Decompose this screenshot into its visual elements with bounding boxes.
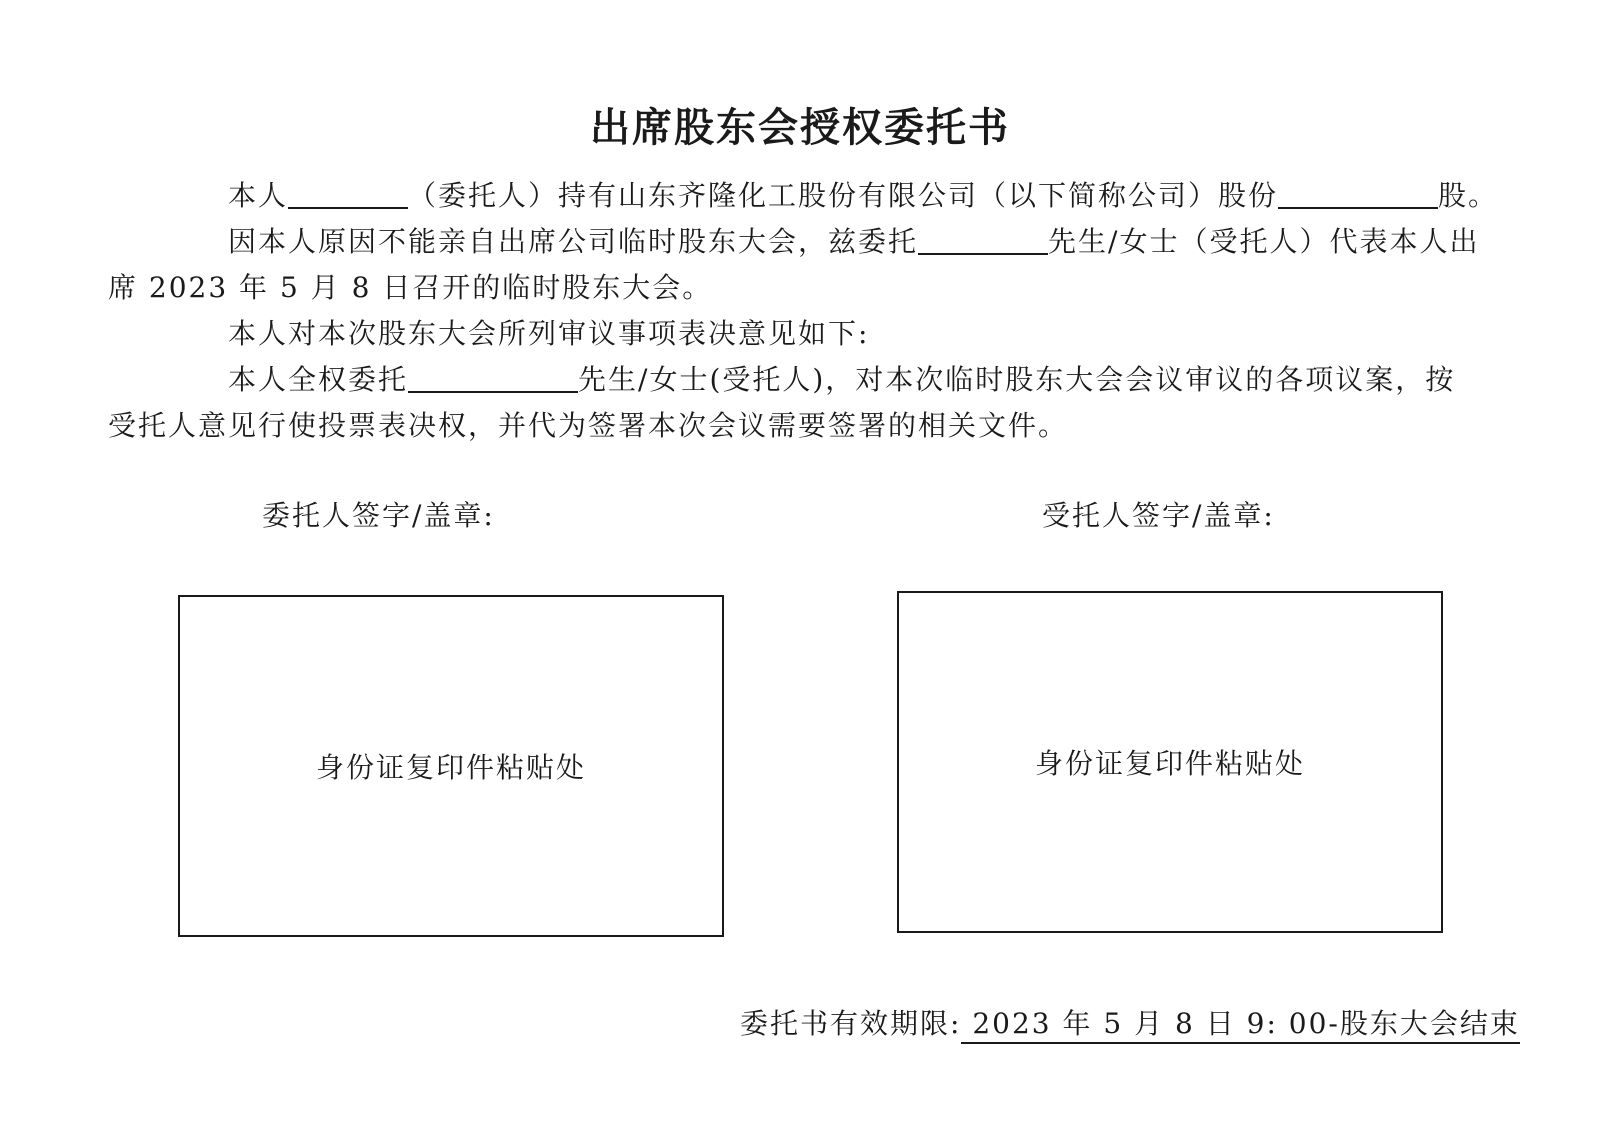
agent-signature-label: 受托人签字/盖章: [1042,499,1275,532]
paragraph-delegation [108,218,1492,266]
principal-id-box-label: 身份证复印件粘贴处 [315,751,586,784]
paragraph-voting-intro: 本人对本次股东大会所列审议事项表决意见如下: [228,317,870,350]
p4-suffix: 先生/女士(受托人)，对本次临时股东大会会议审议的各项议案，按 [578,363,1456,396]
paragraph-full-authorization-line2: 受托人意见行使投票表决权，并代为签署本次会议需要签署的相关文件。 [108,409,1069,442]
principal-name-blank[interactable] [288,177,408,209]
validity-label: 委托书有效期限: [740,1007,962,1040]
principal-signature-label: 委托人签字/盖章: [262,499,495,532]
p1-prefix: 本人 [228,179,289,212]
agent-id-box-label: 身份证复印件粘贴处 [1034,747,1305,780]
agent-name-blank-1[interactable] [918,223,1048,255]
validity-value: 2023 年 5 月 8 日 9: 00-股东大会结束 [961,1007,1519,1044]
share-count-blank[interactable] [1278,177,1438,209]
p1-suffix: 股。 [1438,179,1499,212]
principal-id-paste-box[interactable] [178,595,724,937]
paragraph-full-authorization [108,356,1492,404]
p2-prefix: 因本人原因不能亲自出席公司临时股东大会，兹委托 [228,225,919,258]
document-title: 出席股东会授权委托书 [590,105,1010,151]
agent-name-blank-2[interactable] [408,361,578,393]
p1-middle: （委托人）持有山东齐隆化工股份有限公司（以下简称公司）股份 [408,179,1279,212]
validity-period [740,1000,1520,1048]
p4-prefix: 本人全权委托 [228,363,409,396]
agent-id-paste-box[interactable] [897,591,1443,933]
paragraph-shareholding [108,172,1499,220]
p2-suffix: 先生/女士（受托人）代表本人出 [1048,225,1480,258]
paragraph-delegation-line2: 席 2023 年 5 月 8 日召开的临时股东大会。 [108,271,713,304]
